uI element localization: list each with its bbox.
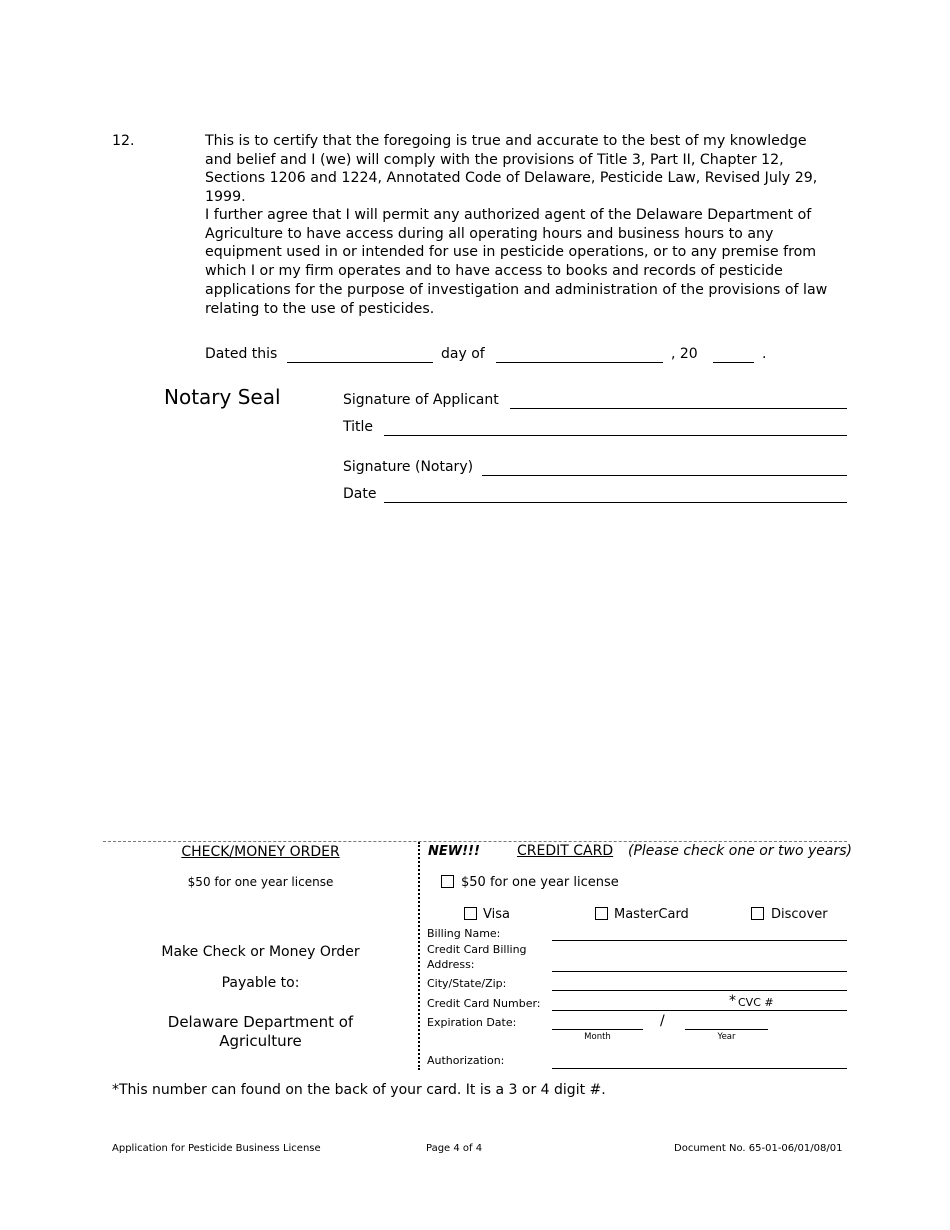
discover-checkbox[interactable] — [751, 907, 764, 920]
one-year-license-checkbox[interactable] — [441, 875, 454, 888]
new-badge: NEW!!! — [428, 844, 480, 859]
signature-notary-field[interactable] — [482, 475, 847, 476]
year-caption: Year — [717, 1032, 736, 1042]
dated-this-label: Dated this — [205, 346, 278, 362]
notary-seal-label: Notary Seal — [164, 385, 281, 409]
billing-address-label-line1: Credit Card Billing — [427, 943, 527, 956]
payee-name-line2: Agriculture — [219, 1032, 302, 1050]
dated-month-field[interactable] — [496, 362, 663, 363]
signature-applicant-label: Signature of Applicant — [343, 392, 499, 408]
visa-label: Visa — [483, 907, 510, 922]
title-field[interactable] — [384, 435, 847, 436]
title-label: Title — [343, 419, 374, 435]
signature-notary-label: Signature (Notary) — [343, 459, 474, 475]
expiration-year-field[interactable] — [685, 1029, 768, 1030]
card-number-field[interactable] — [552, 1010, 847, 1011]
expiration-month-field[interactable] — [552, 1029, 643, 1030]
one-year-license-label: $50 for one year license — [461, 875, 619, 890]
mastercard-checkbox[interactable] — [595, 907, 608, 920]
day-of-label: day of — [441, 346, 485, 362]
payee-name-line1: Delaware Department of — [167, 1013, 354, 1031]
date-label: Date — [343, 486, 377, 502]
billing-address-label-line2: Address: — [427, 958, 475, 971]
check-fee-text: $50 for one year license — [187, 875, 334, 889]
authorization-label: Authorization: — [427, 1054, 505, 1067]
mastercard-label: MasterCard — [614, 907, 689, 922]
authorization-field[interactable] — [552, 1068, 847, 1069]
cvc-label: CVC # — [738, 996, 774, 1009]
make-payable-text: Make Check or Money Order — [161, 944, 360, 960]
certification-paragraph: This is to certify that the foregoing is true and accurate to the best of my knowledge and belief and I (we) will comply with the provisions of Title 3, Part II, Chapter 12, Sections 1206 and 1224, Annotated Code of Delaware, Pesticide Law, Revised July 29, 1999. — [205, 133, 818, 206]
cvc-asterisk: * — [729, 993, 736, 1009]
visa-checkbox[interactable] — [464, 907, 477, 920]
expiration-date-label: Expiration Date: — [427, 1016, 517, 1029]
section-divider — [418, 842, 420, 1070]
billing-name-field[interactable] — [552, 940, 847, 941]
date-field[interactable] — [384, 502, 847, 503]
billing-name-label: Billing Name: — [427, 927, 501, 940]
expiration-slash: / — [660, 1013, 665, 1029]
item-number: 12. — [112, 133, 135, 149]
billing-address-field[interactable] — [552, 971, 847, 972]
city-state-zip-label: City/State/Zip: — [427, 977, 507, 990]
payable-to-text: Payable to: — [221, 975, 300, 991]
cvc-footnote: *This number can found on the back of your card. It is a 3 or 4 digit #. — [112, 1082, 606, 1098]
month-caption: Month — [584, 1032, 611, 1042]
dated-period: . — [762, 346, 767, 362]
footer-document-title: Application for Pesticide Business License — [112, 1143, 321, 1154]
cut-line — [103, 841, 847, 842]
credit-card-heading: CREDIT CARD — [517, 843, 614, 859]
city-state-zip-field[interactable] — [552, 990, 847, 991]
signature-applicant-field[interactable] — [510, 408, 847, 409]
credit-card-instruction: (Please check one or two years) — [628, 843, 852, 859]
year-prefix-label: , 20 — [671, 346, 698, 362]
discover-label: Discover — [771, 907, 828, 922]
footer-document-number: Document No. 65-01-06/01/08/01 — [674, 1143, 843, 1154]
dated-year-field[interactable] — [713, 362, 754, 363]
check-money-order-heading: CHECK/MONEY ORDER — [181, 844, 340, 860]
access-agreement-paragraph: I further agree that I will permit any authorized agent of the Delaware Department of Agriculture to have access during all operating hours and business hours to any equipment used in or intended for use in pesticide operations, or to any premise from which I or my firm operates and to have access to books and records of pesticide applications for the purpose of investigation and administration of the provisions of law relating to the use of pesticides. — [205, 207, 828, 317]
dated-day-field[interactable] — [287, 362, 433, 363]
card-number-label: Credit Card Number: — [427, 997, 541, 1010]
footer-page-number: Page 4 of 4 — [426, 1143, 483, 1154]
